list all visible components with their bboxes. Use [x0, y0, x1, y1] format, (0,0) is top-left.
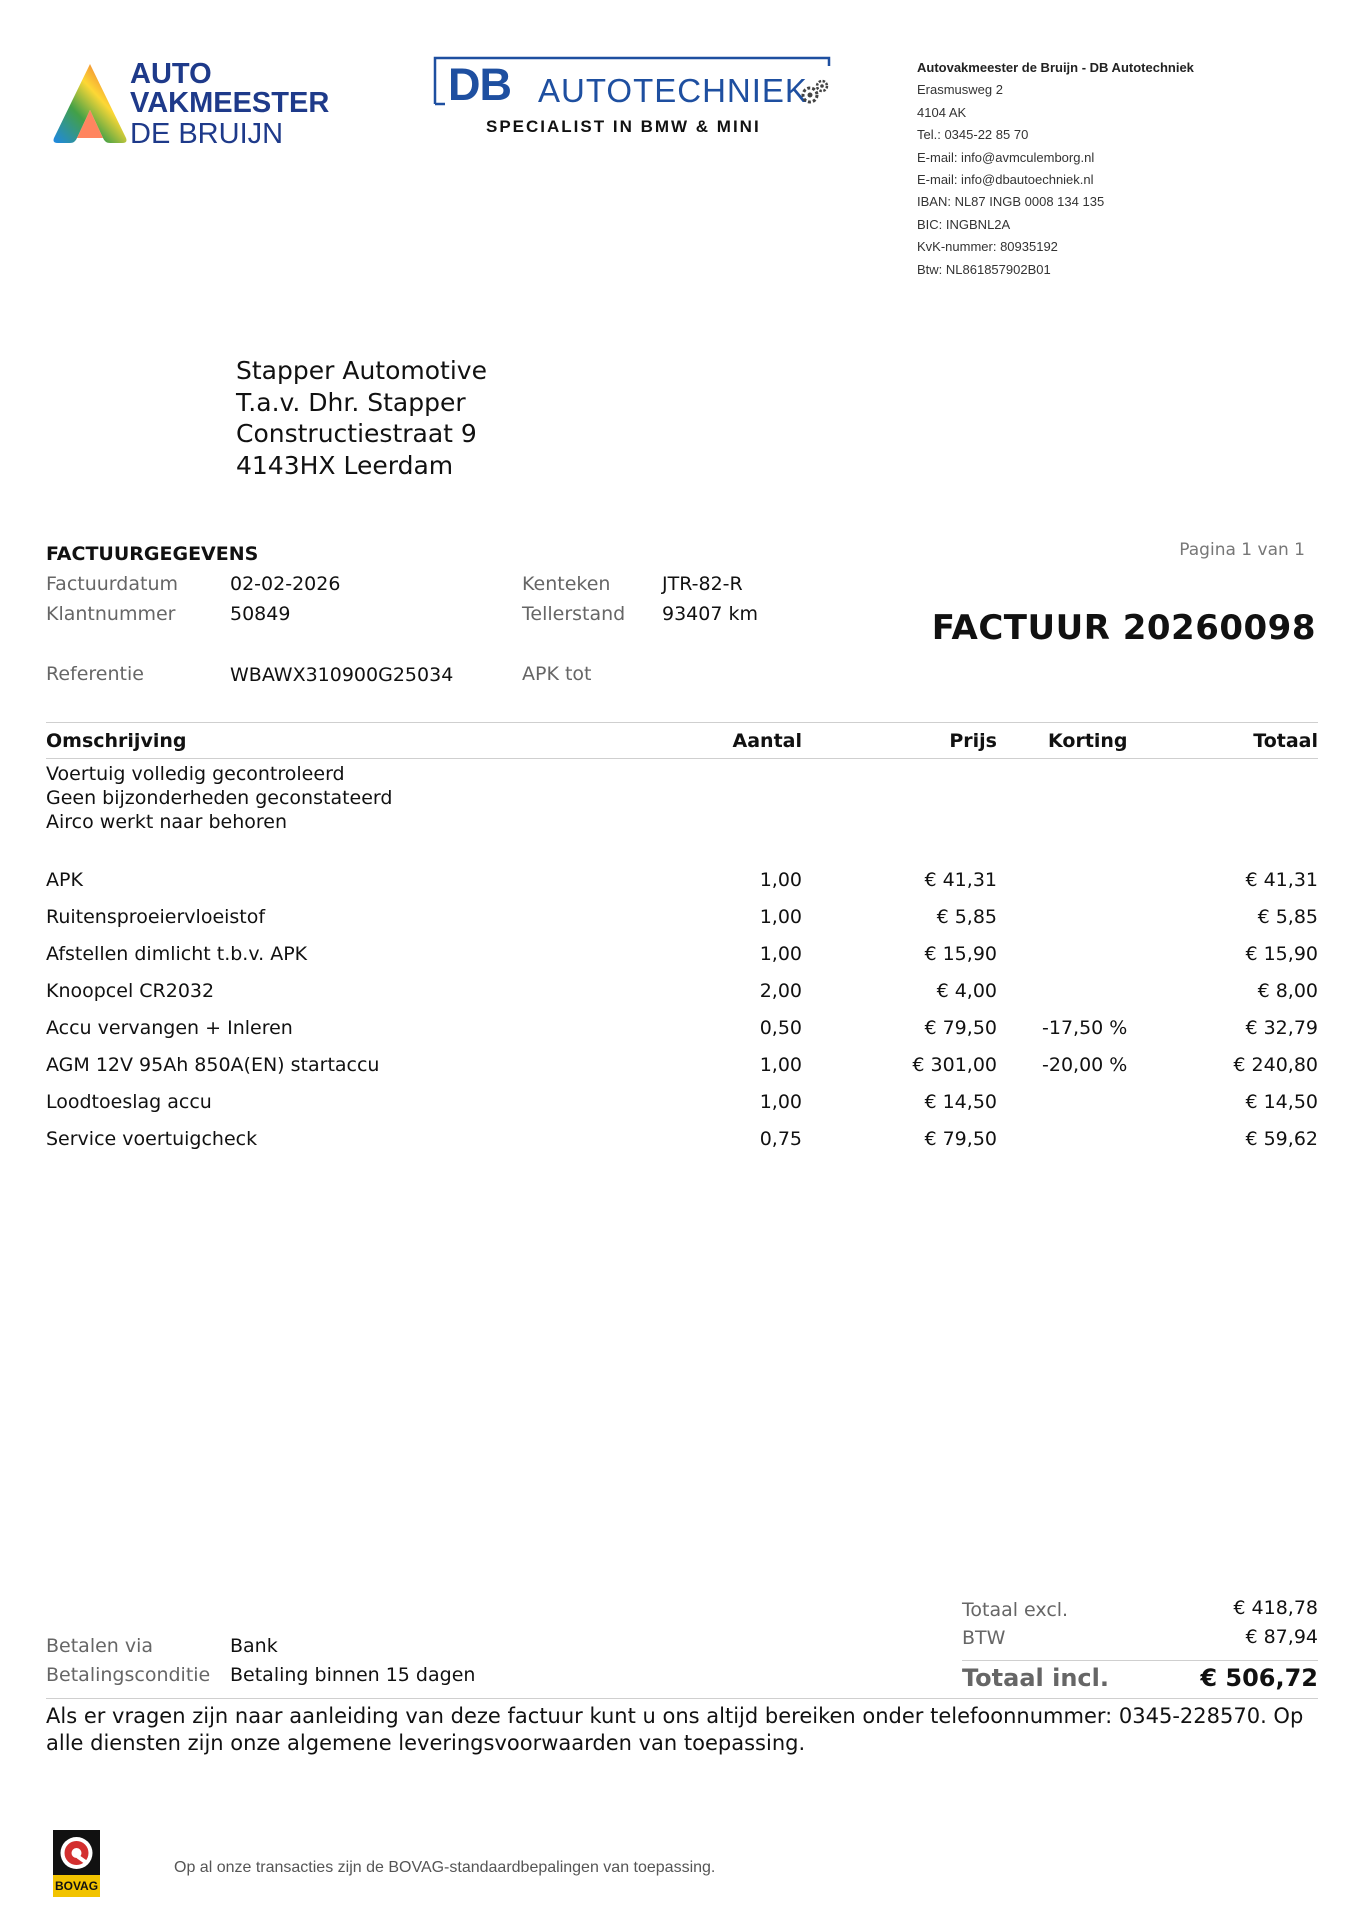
table-row	[0, 869, 1356, 897]
table-row	[0, 906, 1356, 934]
invoice-title: FACTUUR 20260098	[931, 608, 1316, 648]
row-description: Afstellen dimlicht t.b.v. APK	[46, 943, 308, 965]
table-row	[0, 943, 1356, 971]
row-description: Accu vervangen + Inleren	[46, 1017, 293, 1039]
header-discount: Korting	[1048, 730, 1128, 752]
customer-label: Klantnummer	[46, 603, 176, 625]
row-price: € 15,90	[924, 943, 997, 965]
footer-divider	[46, 1698, 1318, 1699]
row-total: € 15,90	[1245, 943, 1318, 965]
company-kvk: KvK-nummer: 80935192	[917, 239, 1058, 255]
payment-condition-label: Betalingsconditie	[46, 1664, 211, 1686]
db-logo-word: AUTOTECHNIEK	[538, 72, 808, 109]
table-row	[0, 1054, 1356, 1082]
section-title: FACTUURGEGEVENS	[46, 543, 259, 565]
date-value: 02-02-2026	[230, 573, 341, 595]
row-description: APK	[46, 869, 83, 891]
row-total: € 32,79	[1245, 1017, 1318, 1039]
row-total: € 41,31	[1245, 869, 1318, 891]
bovag-label: BOVAG	[53, 1875, 100, 1897]
plate-value: JTR-82-R	[662, 573, 743, 595]
row-discount: -17,50 %	[1042, 1017, 1128, 1039]
note-line: Airco werkt naar behoren	[46, 811, 288, 833]
company-btw: Btw: NL861857902B01	[917, 261, 1051, 277]
avm-logo-line3: DE BRUIJN	[130, 118, 284, 150]
table-row	[0, 1091, 1356, 1119]
table-header-divider	[46, 758, 1318, 759]
row-description: Knoopcel CR2032	[46, 980, 215, 1002]
row-price: € 14,50	[924, 1091, 997, 1113]
row-quantity: 0,75	[759, 1128, 802, 1150]
apk-label: APK tot	[522, 663, 592, 685]
btw-value: € 87,94	[1245, 1626, 1318, 1648]
note-line: Geen bijzonderheden geconstateerd	[46, 787, 393, 809]
totals-divider	[962, 1660, 1318, 1661]
note-line: Voertuig volledig gecontroleerd	[46, 763, 345, 785]
row-quantity: 1,00	[759, 1091, 802, 1113]
total-excl-label: Totaal excl.	[962, 1599, 1069, 1621]
avm-logo-text	[130, 60, 329, 151]
row-quantity: 0,50	[759, 1017, 802, 1039]
btw-label: BTW	[962, 1627, 1006, 1649]
table-top-divider	[46, 722, 1318, 723]
payment-via-value: Bank	[230, 1635, 278, 1657]
row-description: Service voertuigcheck	[46, 1128, 258, 1150]
row-price: € 5,85	[936, 906, 997, 928]
payment-via-label: Betalen via	[46, 1635, 154, 1657]
header-description: Omschrijving	[46, 730, 187, 752]
customer-value: 50849	[230, 603, 291, 625]
total-incl-value: € 506,72	[1200, 1664, 1318, 1692]
total-incl-label: Totaal incl.	[962, 1664, 1109, 1692]
total-excl-value: € 418,78	[1233, 1597, 1318, 1619]
row-description: Ruitensproeiervloeistof	[46, 906, 266, 928]
row-quantity: 1,00	[759, 1054, 802, 1076]
table-row	[0, 1128, 1356, 1156]
company-name: Autovakmeester de Bruijn - DB Autotechniek	[917, 60, 1194, 75]
row-price: € 79,50	[924, 1017, 997, 1039]
row-price: € 41,31	[924, 869, 997, 891]
reference-label: Referentie	[46, 663, 144, 685]
row-quantity: 2,00	[759, 980, 802, 1002]
db-logo-tagline: SPECIALIST IN BMW & MINI	[486, 117, 761, 136]
company-bic: BIC: INGBNL2A	[917, 216, 1011, 232]
odometer-label: Tellerstand	[522, 603, 626, 625]
row-discount: -20,00 %	[1042, 1054, 1128, 1076]
header-total: Totaal	[1253, 730, 1318, 752]
recipient-line-1: Stapper Automotive	[236, 356, 487, 385]
reference-value: WBAWX310900G25034	[230, 664, 454, 686]
page-indicator: Pagina 1 van 1	[1179, 540, 1305, 560]
db-logo-mark: DB	[448, 59, 511, 110]
row-quantity: 1,00	[759, 943, 802, 965]
company-email-2: E-mail: info@dbautoechniek.nl	[917, 172, 1094, 188]
header-price: Prijs	[949, 730, 997, 752]
company-street: Erasmusweg 2	[917, 82, 1003, 98]
bovag-logo-icon	[53, 1830, 100, 1876]
payment-condition-value: Betaling binnen 15 dagen	[230, 1664, 476, 1686]
table-row	[0, 980, 1356, 1008]
row-price: € 79,50	[924, 1128, 997, 1150]
row-total: € 240,80	[1233, 1054, 1318, 1076]
row-total: € 14,50	[1245, 1091, 1318, 1113]
row-total: € 5,85	[1257, 906, 1318, 928]
company-info	[917, 57, 1194, 281]
company-email-1: E-mail: info@avmculemborg.nl	[917, 149, 1095, 165]
avm-logo-line2: VAKMEESTER	[130, 87, 330, 119]
recipient-line-2: T.a.v. Dhr. Stapper	[236, 387, 466, 417]
recipient-line-4: 4143HX Leerdam	[236, 450, 454, 480]
date-label: Factuurdatum	[46, 573, 178, 595]
row-price: € 4,00	[936, 980, 997, 1002]
row-total: € 59,62	[1245, 1128, 1318, 1150]
company-iban: IBAN: NL87 INGB 0008 134 135	[917, 194, 1105, 210]
row-description: Loodtoeslag accu	[46, 1091, 212, 1113]
row-description: AGM 12V 95Ah 850A(EN) startaccu	[46, 1054, 380, 1076]
plate-label: Kenteken	[522, 573, 611, 595]
recipient-address	[236, 355, 487, 481]
avm-logo-icon	[50, 60, 130, 145]
row-price: € 301,00	[912, 1054, 997, 1076]
table-row	[0, 1017, 1356, 1045]
company-tel: Tel.: 0345-22 85 70	[917, 127, 1029, 143]
company-postal: 4104 AK	[917, 104, 967, 120]
row-total: € 8,00	[1257, 980, 1318, 1002]
recipient-line-3: Constructiestraat 9	[236, 419, 477, 448]
bovag-footer-text: Op al onze transacties zijn de BOVAG-standaardbepalingen van toepassing.	[174, 1859, 716, 1876]
avm-logo-line1: AUTO	[130, 58, 212, 90]
gear-icon	[800, 78, 830, 106]
row-quantity: 1,00	[759, 869, 802, 891]
row-quantity: 1,00	[759, 906, 802, 928]
contact-note: Als er vragen zijn naar aanleiding van deze factuur kunt u ons altijd bereiken onder telefoonnummer: 0345-228570. Op alle diensten zijn onze algemene leveringsvoorwaarden van toepassing.	[46, 1704, 1304, 1755]
odometer-value: 93407 km	[662, 603, 758, 625]
header-quantity: Aantal	[732, 730, 802, 752]
